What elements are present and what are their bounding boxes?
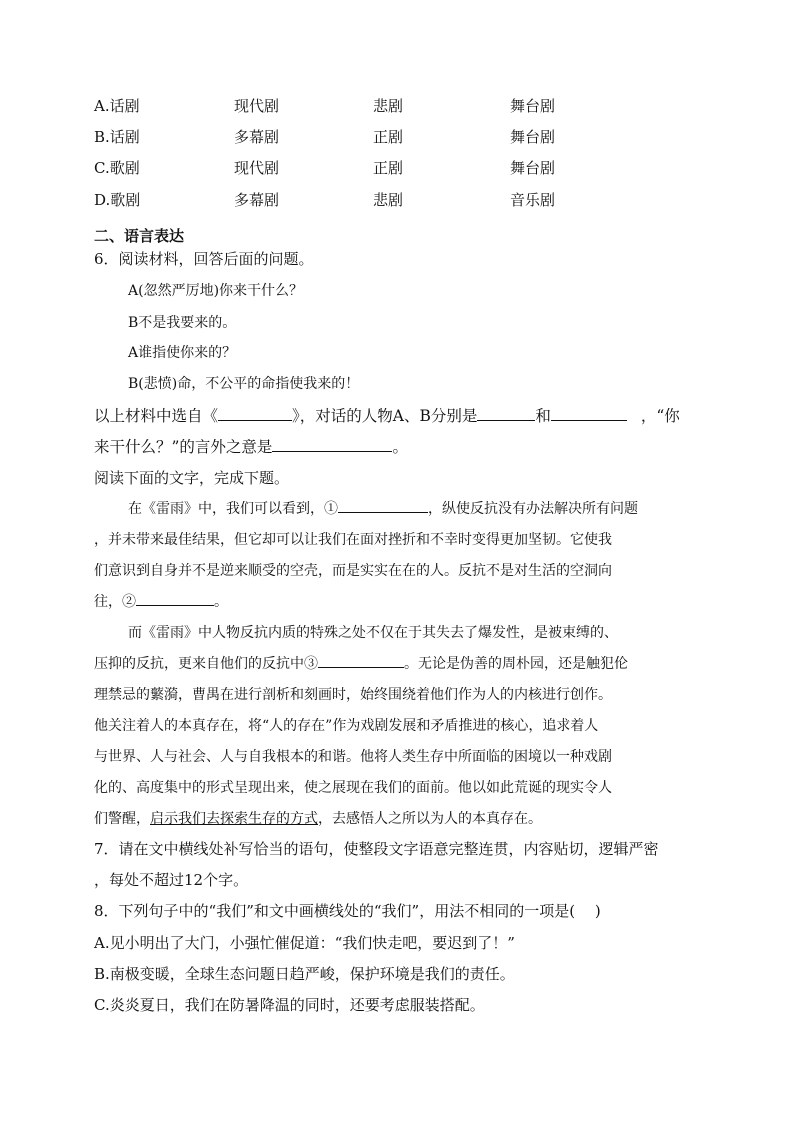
option-cell: 多幕剧 (234, 191, 280, 209)
dialogue-line: A谁指使你来的？ (128, 345, 237, 361)
answer-blank[interactable] (218, 404, 292, 421)
option-cell: 悲剧 (373, 191, 404, 209)
question-6-ask-line1 (94, 404, 680, 428)
text: ，纵使反抗没有办法解决所有问题 (428, 501, 638, 517)
question-8-stem: 8．下列句子中的“我们”和文中画横线处的“我们”，用法不相同的一项是( ) (94, 902, 601, 920)
text: 。 (392, 438, 408, 456)
option-cell: 现代剧 (234, 159, 280, 177)
passage-line: 与世界、人与社会、人与自我根本的和谐。他将人类生存中所面临的困境以一种戏剧 (94, 749, 612, 765)
text: 往，② (94, 594, 136, 610)
passage-line (94, 587, 700, 618)
text: ，“你 (640, 407, 680, 425)
text: 和 (535, 407, 551, 425)
section-title: 二、语言表达 (94, 227, 185, 245)
passage-line: 们意识到自身并不是逆来顺受的空壳，而是实实在在的人。反抗不是对生活的空洞向 (94, 563, 612, 579)
reading-passage (94, 494, 700, 835)
passage-line: ，并未带来最佳结果，但它却可以让我们在面对挫折和不幸时变得更加坚韧。它使我 (94, 532, 612, 548)
passage-line (94, 804, 700, 835)
passage-line: 化的、高度集中的形式呈现出来，使之展现在我们的面前。他以如此荒诞的现实令人 (94, 780, 612, 796)
question-8-option-b[interactable]: B.南极变暖，全球生态问题日趋严峻，保护环境是我们的责任。 (94, 965, 515, 983)
option-cell: A.话剧 (94, 97, 140, 115)
passage-line (94, 494, 700, 525)
passage-line: 理禁忌的蘩漪，曹禺在进行剖析和刻画时，始终围绕着他们作为人的内核进行创作。 (94, 687, 612, 703)
option-cell: 正剧 (373, 159, 404, 177)
answer-blank-1[interactable] (338, 496, 428, 513)
underlined-phrase: 启示我们去探索生存的方式 (150, 811, 318, 827)
text: 在《雷雨》中，我们可以看到，① (128, 501, 338, 517)
question-8-option-c[interactable]: C.炎炎夏日，我们在防暑降温的同时，还要考虑服装搭配。 (94, 996, 485, 1014)
option-cell: 现代剧 (234, 97, 280, 115)
passage-line: 而《雷雨》中人物反抗内质的特殊之处不仅在于其失去了爆发性，是被束缚的、 (128, 625, 618, 641)
option-cell: 多幕剧 (234, 128, 280, 146)
option-cell: C.歌剧 (94, 159, 140, 177)
answer-blank-2[interactable] (136, 589, 214, 606)
answer-blank[interactable] (551, 404, 627, 421)
option-cell: 舞台剧 (510, 128, 556, 146)
option-cell: 舞台剧 (510, 97, 556, 115)
text: 来干什么？”的言外之意是 (94, 438, 273, 456)
passage-line: 他关注着人的本真存在，将“人的存在”作为戏剧发展和矛盾推进的核心，追求着人 (94, 718, 599, 734)
text: 。 (214, 594, 228, 610)
reading-intro: 阅读下面的文字，完成下题。 (94, 469, 290, 487)
text: 》，对话的人物A、B分别是 (292, 407, 478, 425)
text: 以上材料中选自《 (94, 407, 219, 425)
question-6-stem: 6．阅读材料，回答后面的问题。 (94, 250, 314, 268)
answer-blank[interactable] (272, 435, 392, 452)
question-7-line2: ，每处不超过12个字。 (94, 871, 249, 889)
answer-blank[interactable] (477, 404, 535, 421)
option-cell: 舞台剧 (510, 159, 556, 177)
answer-blank-3[interactable] (318, 651, 404, 668)
option-cell: D.歌剧 (94, 191, 141, 209)
option-cell: 悲剧 (373, 97, 404, 115)
text: 压抑的反抗，更来自他们的反抗中③ (94, 656, 318, 672)
dialogue-line: B(悲愤)命，不公平的命指使我来的！ (128, 376, 360, 392)
text: ，去感悟人之所以为人的本真存在。 (318, 811, 542, 827)
option-cell: 正剧 (373, 128, 404, 146)
passage-line (94, 649, 700, 680)
dialogue-line: A(忽然严厉地)你来干什么？ (128, 283, 304, 299)
option-cell: 音乐剧 (510, 191, 556, 209)
dialogue-line: B不是我要来的。 (128, 315, 237, 331)
question-7-line1: 7．请在文中横线处补写恰当的语句，使整段文字语意完整连贯，内容贴切，逻辑严密 (94, 840, 659, 858)
question-6-ask-line2 (94, 435, 408, 459)
text: 。无论是伪善的周朴园，还是触犯伦 (404, 656, 628, 672)
option-cell: B.话剧 (94, 128, 140, 146)
text: 们警醒， (94, 811, 150, 827)
question-8-option-a[interactable]: A.见小明出了大门，小强忙催促道：“我们快走吧，要迟到了！” (94, 934, 515, 952)
